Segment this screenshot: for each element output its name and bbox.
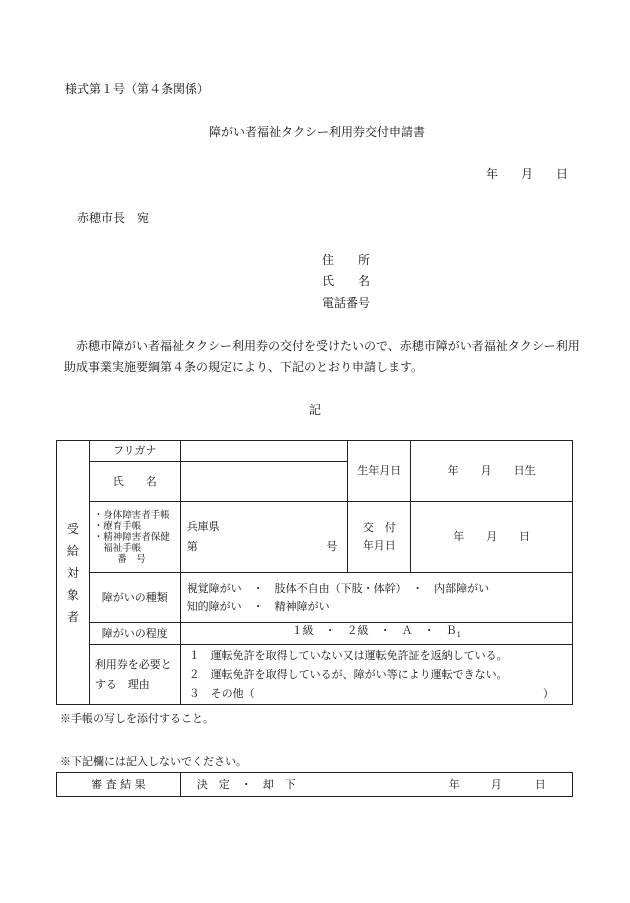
address-label: 住 所 xyxy=(322,253,371,267)
name-label: 氏 名 xyxy=(322,274,371,288)
disability-degree-label: 障がいの程度 xyxy=(89,623,180,645)
disability-type-options[interactable]: 視覚障がい ・ 肢体不自由（下肢・体幹） ・ 内部障がい 知的障がい ・ 精神障がい xyxy=(180,573,572,623)
review-label: 審 査 結 果 xyxy=(57,773,181,797)
document-title: 障がい者福祉タクシー利用券交付申請書 xyxy=(209,125,426,139)
addressee: 赤穂市長 宛 xyxy=(77,211,150,225)
reason-options[interactable] xyxy=(180,645,572,705)
phone-label: 電話番号 xyxy=(322,296,371,310)
name-field[interactable] xyxy=(180,462,348,502)
name-row-label: 氏 名 xyxy=(89,462,180,502)
form-number: 様式第１号（第４条関係） xyxy=(65,82,210,96)
furigana-label: フリガナ xyxy=(89,441,180,462)
notebook-number-field[interactable] xyxy=(180,502,348,573)
reason-label: 利用券を必要と する 理由 xyxy=(89,645,180,705)
review-table xyxy=(56,772,573,797)
birth-label: 生年月日 xyxy=(348,441,411,502)
reason-option-1[interactable]: １ 運転免許を取得していない又は運転免許証を返納している。 xyxy=(188,649,508,662)
attach-note: ※手帳の写しを添付すること。 xyxy=(60,712,214,725)
reason-option-2[interactable]: ２ 運転免許を取得しているが、障がい等により運転できない。 xyxy=(188,668,508,681)
review-result-field xyxy=(180,773,572,797)
date-year: 年 xyxy=(486,167,499,181)
recipient-side-label: 受 給 対 象 者 xyxy=(57,441,90,705)
issue-date-field[interactable]: 年 月 日 xyxy=(411,502,573,573)
disability-degree-options[interactable]: １級 ・ ２級 ・ Ａ ・ Ｂ$_1$ xyxy=(180,623,572,645)
body-line-2: 助成事業実施要綱第４条の規定により、下記のとおり申請します。 xyxy=(64,360,424,374)
review-month: 月 xyxy=(490,778,502,791)
furigana-field[interactable] xyxy=(180,441,348,462)
no-fill-note: ※下記欄には記入しないでください。 xyxy=(60,755,247,768)
reason-option-3[interactable]: ３ その他（ ） xyxy=(188,687,554,700)
go-label: 号 xyxy=(326,540,338,553)
ki-heading: 記 xyxy=(309,403,322,417)
birth-date-field[interactable]: 年 月 日生 xyxy=(411,441,573,502)
issue-label: 交 付 年月日 xyxy=(348,502,411,573)
prefecture: 兵庫県 xyxy=(186,520,220,533)
date-day: 日 xyxy=(556,167,569,181)
body-line-1: 赤穂市障がい者福祉タクシー利用券の交付を受けたいので、赤穂市障がい者福祉タクシー利用 xyxy=(76,339,580,353)
review-decision: 決 定 ・ 却 下 xyxy=(196,777,296,791)
date-month: 月 xyxy=(521,167,534,181)
review-day: 日 xyxy=(534,778,546,791)
notebook-label: ・身体障害者手帳 ・療育手帳 ・精神障害者保健 福祉手帳 番 号 xyxy=(89,502,180,573)
review-year: 年 xyxy=(448,778,460,791)
dai-label: 第 xyxy=(186,540,198,553)
recipient-table xyxy=(56,440,573,705)
disability-type-label: 障がいの種類 xyxy=(89,573,180,623)
